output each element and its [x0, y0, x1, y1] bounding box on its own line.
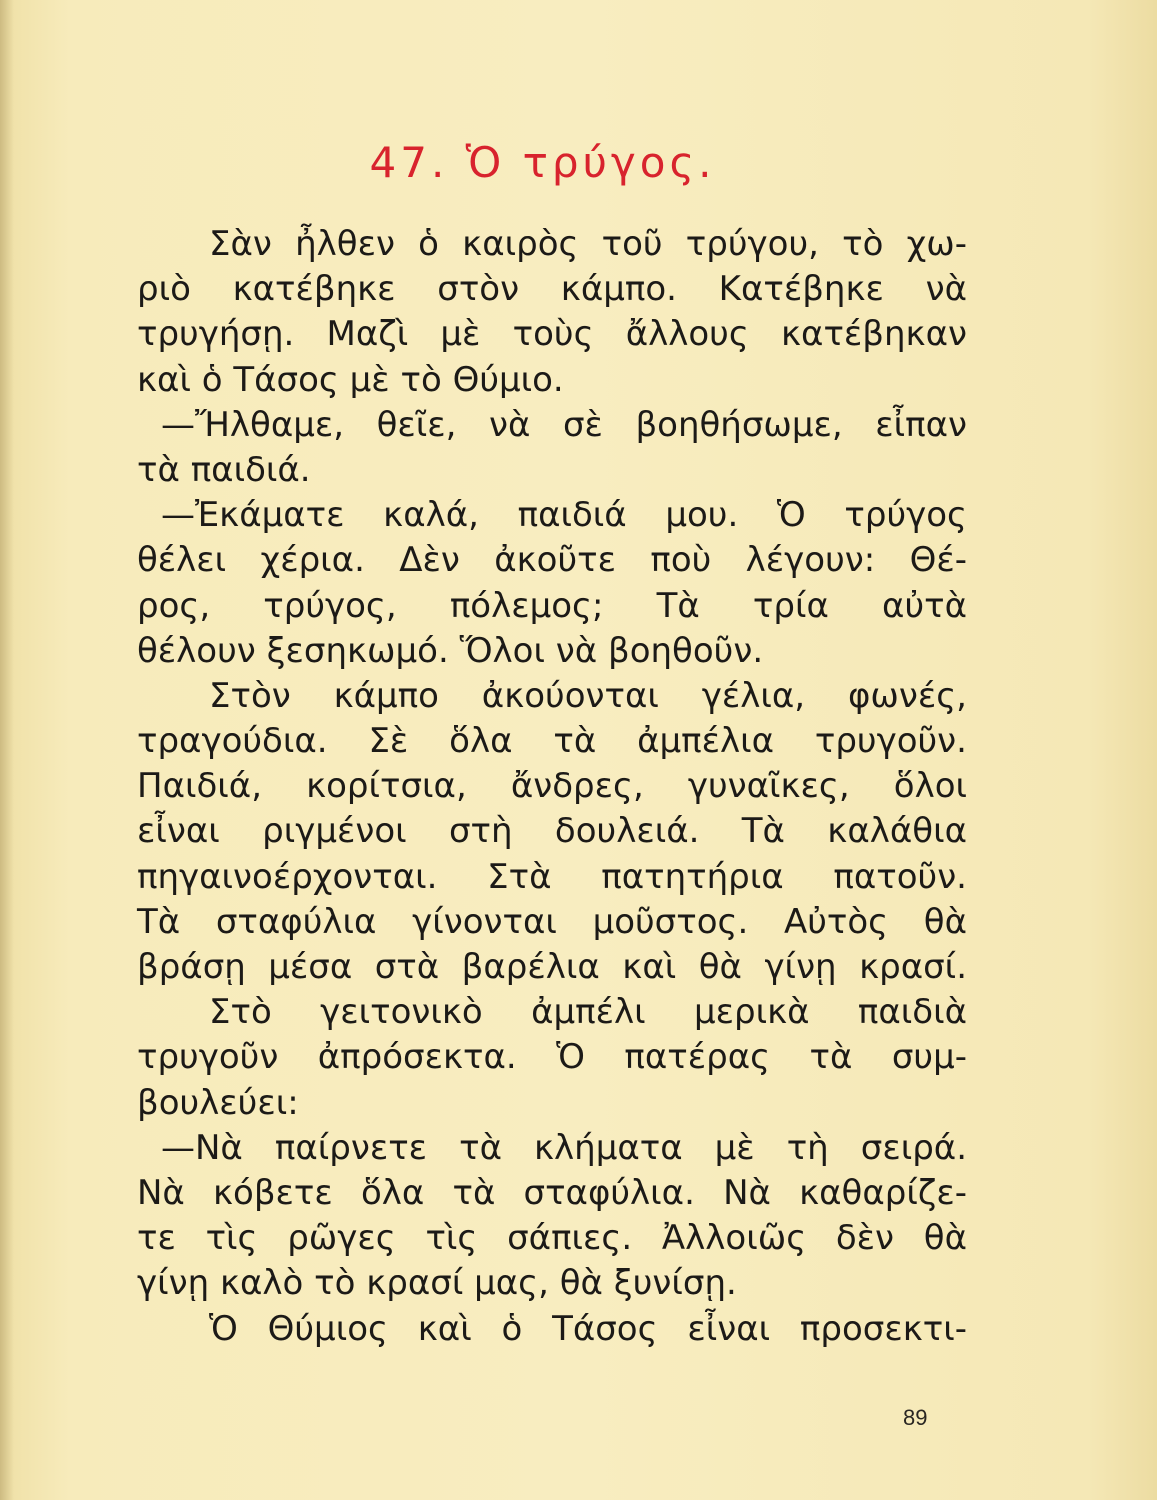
text-line: τρυγοῦν ἀπρόσεκτα. Ὁ πατέρας τὰ συμ- — [137, 1037, 967, 1078]
page-number: 89 — [903, 1405, 928, 1430]
text-line: εἶναι ριγμένοι στὴ δουλειά. Τὰ καλάθια — [137, 811, 967, 852]
body-text — [137, 222, 967, 1352]
text-line: πηγαινοέρχονται. Στὰ πατητήρια πατοῦν. — [137, 856, 967, 897]
text-line: —Ἤλθαμε, θεῖε, νὰ σὲ βοηθήσωμε, εἶπαν — [161, 404, 967, 445]
text-line: γίνῃ καλὸ τὸ κρασί μας, θὰ ξυνίσῃ. — [137, 1263, 737, 1304]
text-line: θέλει χέρια. Δὲν ἀκοῦτε ποὺ λέγουν: Θέ- — [137, 540, 967, 581]
text-line: Ὁ Θύμιος καὶ ὁ Τάσος εἶναι προσεκτι- — [209, 1308, 967, 1349]
text-line: ριὸ κατέβηκε στὸν κάμπο. Κατέβηκε νὰ — [137, 269, 967, 310]
text-line: Τὰ σταφύλια γίνονται μοῦστος. Αὐτὸς θὰ — [137, 901, 967, 942]
text-line: θέλουν ξεσηκωμό. Ὅλοι νὰ βοηθοῦν. — [137, 630, 764, 671]
text-line: καὶ ὁ Τάσος μὲ τὸ Θύμιο. — [137, 359, 564, 400]
text-line: Νὰ κόβετε ὅλα τὰ σταφύλια. Νὰ καθαρίζε- — [137, 1172, 967, 1213]
text-line: Στὸ γειτονικὸ ἀμπέλι μερικὰ παιδιὰ — [209, 992, 967, 1033]
text-line: —Νὰ παίρνετε τὰ κλήματα μὲ τὴ σειρά. — [161, 1127, 967, 1168]
text-line: Στὸν κάμπο ἀκούονται γέλια, φωνές, — [209, 675, 967, 716]
text-line: τρυγήσῃ. Μαζὶ μὲ τοὺς ἄλλους κατέβηκαν — [137, 314, 967, 355]
text-line: βράσῃ μέσα στὰ βαρέλια καὶ θὰ γίνῃ κρασί. — [137, 947, 967, 987]
text-line: τραγούδια. Σὲ ὅλα τὰ ἀμπέλια τρυγοῦν. — [137, 721, 967, 762]
text-line: Παιδιά, κορίτσια, ἄνδρες, γυναῖκες, ὅλοι — [137, 766, 967, 807]
text-line: Σὰν ἦλθεν ὁ καιρὸς τοῦ τρύγου, τὸ χω- — [209, 224, 967, 264]
text-line: τὰ παιδιά. — [137, 449, 311, 490]
page-binding-edge — [0, 0, 14, 1500]
text-line: ρος, τρύγος, πόλεμος; Τὰ τρία αὐτὰ — [137, 585, 967, 626]
text-line: βουλεύει: — [137, 1082, 299, 1123]
text-line: τε τὶς ρῶγες τὶς σάπιες. Ἀλλοιῶς δὲν θὰ — [137, 1218, 967, 1259]
chapter-title: 47. Ὁ τρύγος. — [369, 138, 716, 187]
text-line: —Ἐκάματε καλά, παιδιά μου. Ὁ τρύγος — [161, 495, 967, 536]
